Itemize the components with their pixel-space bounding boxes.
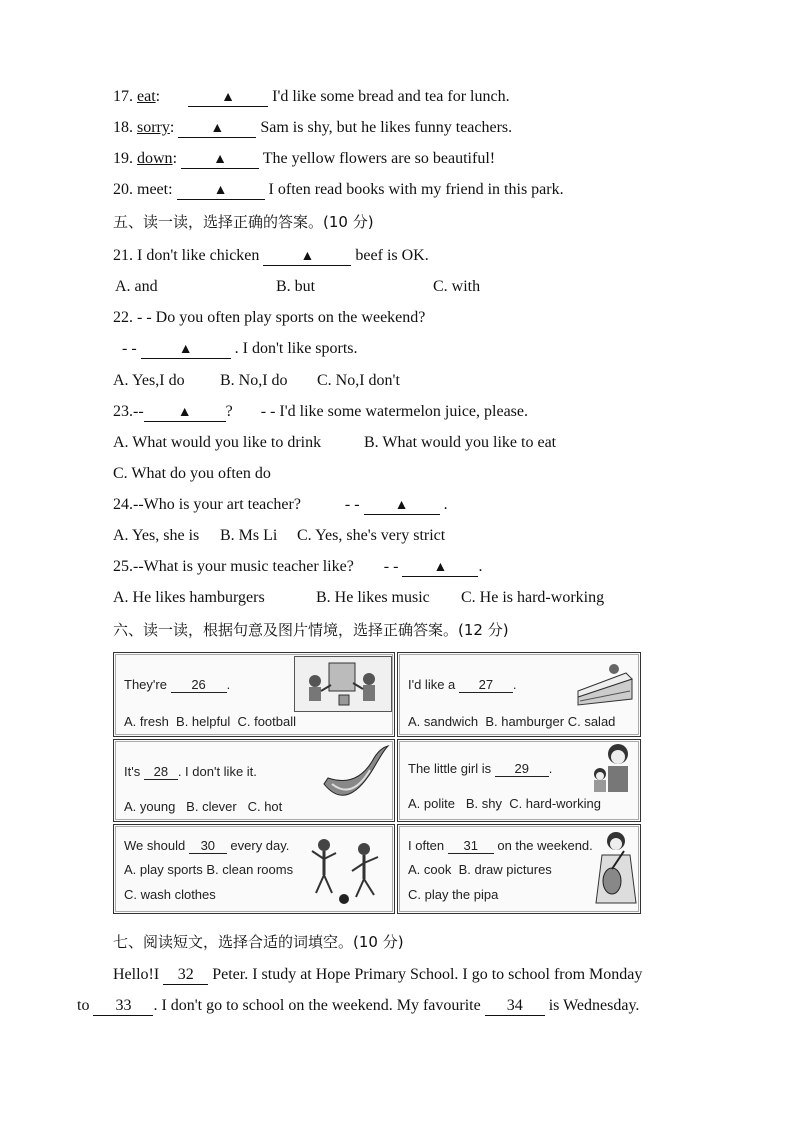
answer-blank[interactable]: ▲ xyxy=(144,403,226,422)
option-c[interactable]: C. salad xyxy=(567,714,616,729)
picture-question-26: They're 26 . A. fresh B. helpful C. football xyxy=(113,652,395,737)
option-c[interactable]: C. wash clothes xyxy=(124,887,216,902)
answer-blank[interactable]: 27 xyxy=(459,677,513,693)
question-23-options-2 xyxy=(113,464,271,484)
option-c[interactable]: C. play the pipa xyxy=(408,887,499,902)
picture-question-27: I'd like a 27 . A. sandwich B. hamburger C. salad xyxy=(397,652,641,737)
option-b[interactable]: B. but xyxy=(276,278,316,295)
girl-playing-pipa-picture xyxy=(590,829,640,909)
option-b[interactable]: B. He likes music xyxy=(316,589,430,606)
picture-question-28: It's 28 . I don't like it. A. young B. clever C. hot xyxy=(113,739,395,822)
question-25-options xyxy=(113,588,604,608)
option-c[interactable]: C. He is hard-working xyxy=(461,589,605,606)
option-a[interactable]: A. sandwich xyxy=(408,714,479,729)
option-c[interactable]: C. No,I don't xyxy=(317,372,400,389)
option-a[interactable]: A. polite xyxy=(408,796,455,811)
option-b[interactable]: B. shy xyxy=(465,796,502,811)
answer-blank-32[interactable]: 32 xyxy=(163,966,208,985)
answer-blank[interactable]: 31 xyxy=(448,838,494,854)
option-b[interactable]: B. hamburger xyxy=(485,714,565,729)
question-19: 19. down: ▲ The yellow flowers are so beautiful! xyxy=(113,150,496,167)
option-a[interactable]: A. cook xyxy=(408,862,452,877)
question-23: 23.-- ▲ ? - - I'd like some watermelon juice, please. xyxy=(113,403,528,420)
question-24: 24.--Who is your art teacher? - - ▲ . xyxy=(113,496,448,513)
option-b[interactable]: B. helpful xyxy=(176,714,231,729)
option-c[interactable]: C. What do you often do xyxy=(113,465,271,482)
option-c[interactable]: C. football xyxy=(237,714,297,729)
option-c[interactable]: C. Yes, she's very strict xyxy=(297,527,446,544)
girl-and-mother-picture xyxy=(588,742,638,794)
hint-word: eat xyxy=(137,88,156,105)
cake-slice-picture xyxy=(574,659,636,709)
question-21: 21. I don't like chicken ▲ beef is OK. xyxy=(113,247,429,264)
answer-blank[interactable]: ▲ xyxy=(263,247,351,266)
question-18: 18. sorry: ▲ Sam is shy, but he likes funny teachers. xyxy=(113,119,513,136)
option-b[interactable]: B. What would you like to eat xyxy=(364,434,557,451)
option-b[interactable]: B. Ms Li xyxy=(220,527,278,544)
answer-blank[interactable]: ▲ xyxy=(364,496,440,515)
passage-line-1: Hello!I 32 Peter. I study at Hope Primary School. I go to school from Monday xyxy=(113,966,643,983)
option-c[interactable]: C. hot xyxy=(247,799,283,814)
option-c[interactable]: C. hard-working xyxy=(509,796,601,811)
answer-blank[interactable]: ▲ xyxy=(402,558,478,577)
hint-word: sorry xyxy=(137,119,170,136)
passage-line-2: to 33 . I don't go to school on the weekend. My favourite 34 is Wednesday. xyxy=(77,997,640,1014)
picture-question-grid xyxy=(113,652,641,914)
picture-question-30: We should 30 every day. A. play sports B. clean rooms C. wash clothes xyxy=(113,824,395,914)
question-21-options xyxy=(115,277,480,297)
section-5-title: 五、读一读，选择正确的答案。(10 分) xyxy=(113,213,374,231)
answer-blank[interactable]: ▲ xyxy=(178,119,256,138)
question-17: 17. eat: ▲ I'd like some bread and tea for lunch. xyxy=(113,88,510,105)
picture-question-29: The little girl is 29 . A. polite B. shy C. hard-working xyxy=(397,739,641,822)
option-a[interactable]: A. young xyxy=(124,799,176,814)
answer-blank[interactable]: 29 xyxy=(495,761,549,777)
section-7-title: 七、阅读短文，选择合适的词填空。(10 分) xyxy=(113,933,404,951)
question-25: 25.--What is your music teacher like? - - ▲ . xyxy=(113,558,483,575)
option-a[interactable]: A. He likes hamburgers xyxy=(113,589,265,606)
option-b[interactable]: B. No,I do xyxy=(220,372,288,389)
option-a[interactable]: A. and xyxy=(115,278,158,295)
option-a[interactable]: A. fresh xyxy=(124,714,169,729)
question-22-reply: - - ▲ . I don't like sports. xyxy=(122,340,358,357)
answer-blank[interactable]: 28 xyxy=(144,764,178,780)
option-a[interactable]: A. Yes,I do xyxy=(113,372,185,389)
hint-word: down xyxy=(137,150,173,167)
picture-question-31: I often 31 on the weekend. A. cook B. draw pictures C. play the pipa xyxy=(397,824,641,914)
answer-blank[interactable]: ▲ xyxy=(177,181,265,200)
section-6-title: 六、读一读，根据句意及图片情境，选择正确答案。(12 分) xyxy=(113,621,509,639)
option-b[interactable]: B. draw pictures xyxy=(458,862,552,877)
answer-blank-34[interactable]: 34 xyxy=(485,997,545,1016)
answer-blank[interactable]: ▲ xyxy=(141,340,231,359)
question-24-options xyxy=(113,526,445,546)
option-a[interactable]: A. What would you like to drink xyxy=(113,434,322,451)
option-c[interactable]: C. with xyxy=(433,278,481,295)
question-22-options xyxy=(113,371,400,391)
answer-blank[interactable]: ▲ xyxy=(181,150,259,169)
option-b[interactable]: B. clean rooms xyxy=(206,862,294,877)
children-helping-picture xyxy=(294,656,392,712)
answer-blank-33[interactable]: 33 xyxy=(93,997,153,1016)
option-a[interactable]: A. Yes, she is xyxy=(113,527,200,544)
question-22: 22. - - Do you often play sports on the weekend? xyxy=(113,309,426,326)
question-23-options-1 xyxy=(113,433,556,453)
option-a[interactable]: A. play sports xyxy=(124,862,203,877)
kids-playing-sports-picture xyxy=(306,833,390,909)
chili-pepper-picture xyxy=(318,744,390,816)
answer-blank[interactable]: ▲ xyxy=(188,88,268,107)
answer-blank[interactable]: 30 xyxy=(189,838,227,854)
answer-blank[interactable]: 26 xyxy=(171,677,227,693)
option-b[interactable]: B. clever xyxy=(186,799,237,814)
question-20: 20. meet: ▲ I often read books with my friend in this park. xyxy=(113,181,564,198)
